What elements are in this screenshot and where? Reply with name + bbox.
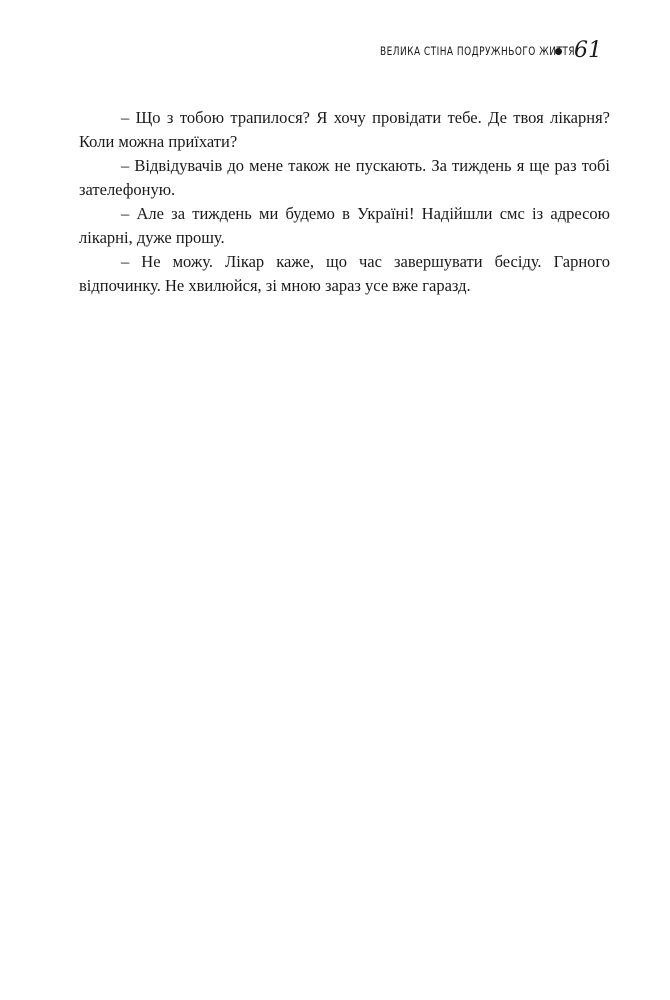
body-text <box>79 106 610 298</box>
running-header-title: ВЕЛИКА СТІНА ПОДРУЖНЬОГО ЖИТТЯ <box>379 44 575 58</box>
paragraph: – Але за тиждень ми будемо в Україні! Надійшли смс із адресою лікарні, дуже прошу. <box>79 204 610 247</box>
paragraph: – Що з тобою трапилося? Я хочу провідати тебе. Де твоя лікарня? Коли можна приїхати? <box>79 108 610 151</box>
page-number: 61 <box>574 38 602 63</box>
paragraph: – Відвідувачів до мене також не пускають. За тиждень я ще раз тобі зателефоную. <box>79 156 610 199</box>
running-header <box>325 40 602 62</box>
paragraph: – Не можу. Лікар каже, що час завершувати бесіду. Гарного відпочинку. Не хвилюйся, зі мною зараз усе вже гаразд. <box>79 252 610 295</box>
